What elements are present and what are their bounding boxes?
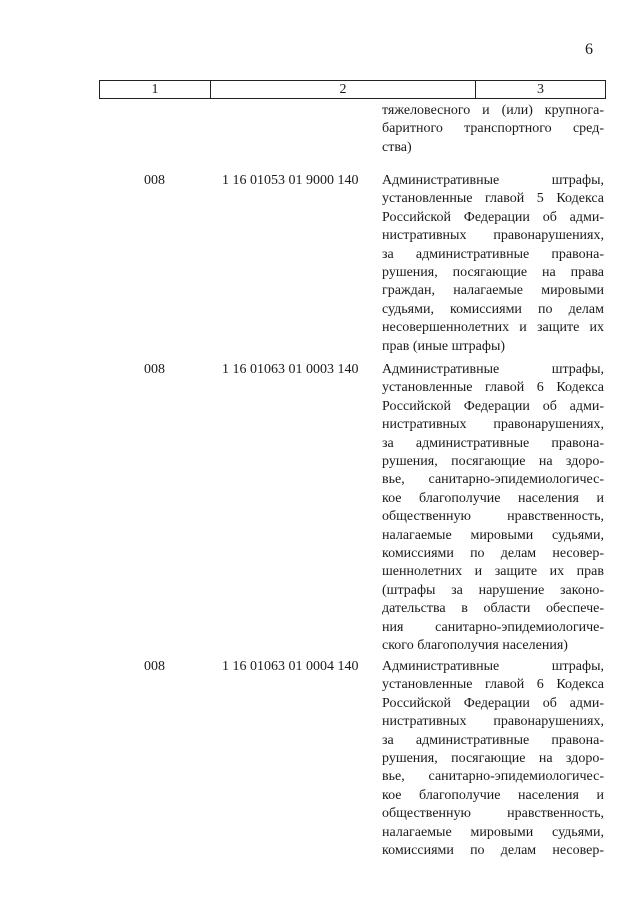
income-description (382, 172, 604, 356)
page-number: 6 (585, 41, 593, 58)
description-line: вье, санитарно-эпидемиологичес- (382, 472, 604, 488)
description-line: ства) (382, 139, 412, 155)
description-line: прав (иные штрафы) (382, 338, 506, 354)
description-line: баритного транспортного сред- (382, 121, 604, 137)
description-line: рушения, посягающие на права (382, 265, 604, 281)
table-column-header (99, 80, 606, 99)
column-number-3: 3 (537, 82, 544, 97)
description-line: кое благополучие населения и (382, 787, 604, 803)
continued-description (382, 102, 604, 157)
description-line: нистративных правонарушениях, (382, 714, 604, 730)
description-line: комиссиями по делам несовер- (382, 843, 604, 859)
description-line: Российской Федерации об адми- (382, 398, 604, 414)
description-line: за административные правона- (382, 246, 604, 262)
description-line: нистративных правонарушениях, (382, 228, 604, 244)
budget-classification-code: 1 16 01063 01 0003 140 (222, 362, 359, 377)
description-line: (штрафы за нарушение законо- (382, 582, 604, 598)
description-line: за административные правона- (382, 435, 604, 451)
administrator-code: 008 (144, 173, 165, 188)
description-line: налагаемые мировыми судьями, (382, 824, 604, 840)
description-line: Российской Федерации об адми- (382, 209, 604, 225)
description-line: общественную нравственность, (382, 509, 604, 525)
description-line: вье, санитарно-эпидемиологичес- (382, 769, 604, 785)
administrator-code: 008 (144, 659, 165, 674)
description-line: судьями, комиссиями по делам (382, 301, 604, 317)
description-line: общественную нравственность, (382, 806, 604, 822)
budget-classification-code: 1 16 01063 01 0004 140 (222, 659, 359, 674)
income-description (382, 361, 604, 656)
description-line: установленные главой 6 Кодекса (382, 677, 604, 693)
description-line: дательства в области обеспече- (382, 601, 604, 617)
description-line: нистративных правонарушениях, (382, 417, 604, 433)
description-line: Административные штрафы, (382, 362, 604, 377)
description-line: ния санитарно-эпидемиологиче- (382, 619, 604, 635)
description-line: Российской Федерации об адми- (382, 695, 604, 711)
description-line: комиссиями по делам несовер- (382, 546, 604, 562)
description-line: рушения, посягающие на здоро- (382, 751, 604, 767)
budget-classification-code: 1 16 01053 01 9000 140 (222, 173, 359, 188)
income-description (382, 658, 604, 860)
administrator-code: 008 (144, 362, 165, 377)
column-number-1: 1 (100, 81, 211, 98)
description-line: шеннолетних и защите их прав (382, 564, 604, 580)
description-line: за административные правона- (382, 732, 604, 748)
description-line: рушения, посягающие на здоро- (382, 454, 604, 470)
description-line: установленные главой 5 Кодекса (382, 191, 604, 207)
description-line: Административные штрафы, (382, 173, 604, 188)
description-line: граждан, налагаемые мировыми (382, 283, 604, 299)
description-line: тяжеловесного и (или) крупнога- (382, 103, 604, 118)
description-line: Административные штрафы, (382, 659, 604, 674)
description-line: кое благополучие населения и (382, 490, 604, 506)
column-number-2: 2 (211, 81, 476, 98)
description-line: налагаемые мировыми судьями, (382, 527, 604, 543)
description-line: ского благополучия населения) (382, 638, 568, 654)
description-line: установленные главой 6 Кодекса (382, 380, 604, 396)
description-line: несовершеннолетних и защите их (382, 320, 604, 336)
